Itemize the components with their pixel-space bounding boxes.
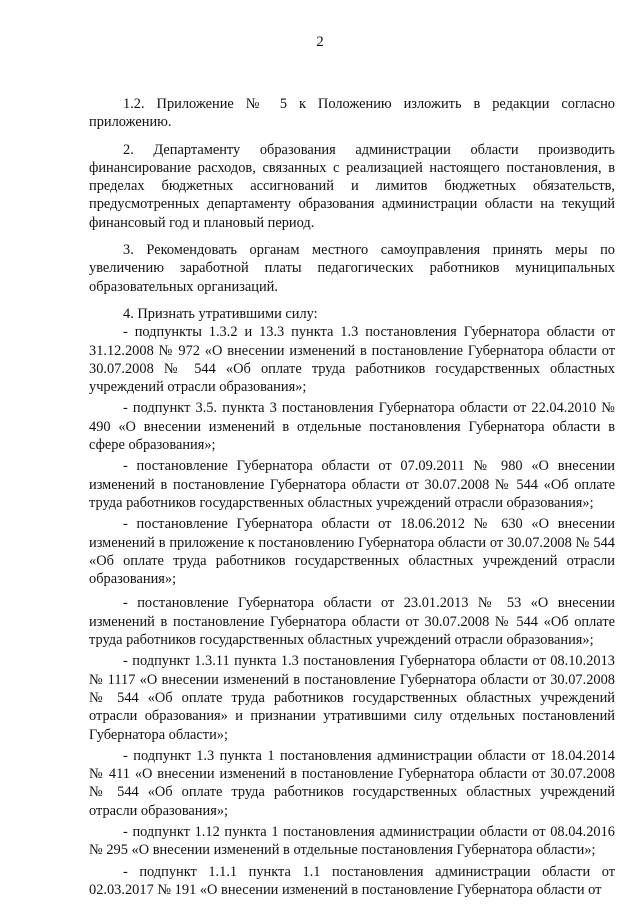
paragraph-3: 3. Рекомендовать органам местного самоуправления принять меры по увеличению заработной платы педагогических работников муниципальных образовательных организаций. <box>89 242 615 295</box>
list-item: - подпункты 1.3.2 и 13.3 пункта 1.3 постановления Губернатора области от 31.12.2008 № 972 «О внесении изменений в постановление Губернатора области от 30.07.2008 № 544 «Об оплате труда работников государственных областных учреждений отрасли образования»; <box>89 324 615 396</box>
document-body <box>89 95 615 899</box>
list-item: - постановление Губернатора области от 18.06.2012 № 630 «О внесении изменений в приложение к постановлению Губернатора области от 30.07.2008 № 544 «Об оплате труда работников государственных областных учреждений отрасли образования»; <box>89 516 615 588</box>
list-item: - подпункт 1.1.1 пункта 1.1 постановления администрации области от 02.03.2017 № 191 «О внесении изменений в постановление Губернатора области от <box>89 863 615 898</box>
list-item: - подпункт 1.12 пункта 1 постановления администрации области от 08.04.2016 № 295 «О внесении изменений в отдельные постановления Губернатора области»; <box>89 823 615 859</box>
list-item: - постановление Губернатора области от 23.01.2013 № 53 «О внесении изменений в постановление Губернатора области от 30.07.2008 № 544 «Об оплате труда работников государственных областных учреждений отрасли образования»; <box>89 595 615 649</box>
list-item: - подпункт 1.3.11 пункта 1.3 постановления Губернатора области от 08.10.2013 № 1117 «О внесении изменений в постановление Губернатора области от 30.07.2008 № 544 «Об оплате труда работников государственных областных учреждений отрасли образования» и признании утратившими силу отдельных постановлений Губернатора области»; <box>89 653 615 743</box>
paragraph-1-2: 1.2. Приложение № 5 к Положению изложить в редакции согласно приложению. <box>89 96 615 131</box>
list-item: - постановление Губернатора области от 07.09.2011 № 980 «О внесении изменений в постановление Губернатора области от 30.07.2008 № 544 «Об оплате труда работников государственных областных учреждений отрасли образования»; <box>89 458 615 511</box>
list-item: - подпункт 1.3 пункта 1 постановления администрации области от 18.04.2014 № 411 «О внесении изменений в постановление Губернатора области от 30.07.2008 № 544 «Об оплате труда работников государственных областных учреждений отрасли образования»; <box>89 747 615 819</box>
list-item: - подпункт 3.5. пункта 3 постановления Губернатора области от 22.04.2010 № 490 «О внесении изменений в отдельные постановления Губернатора области в сфере образования»; <box>89 400 615 454</box>
paragraph-4: 4. Признать утратившими силу: <box>123 305 318 322</box>
paragraph-2: 2. Департаменту образования администрации области производить финансирование расходов, связанных с реализацией настоящего постановления, в пределах бюджетных ассигнований и лимитов бюджетных обязательств, предусмотренных департаменту образования администрации области на текущий финансовый год и плановый период. <box>89 141 615 231</box>
page-number: 2 <box>316 34 324 50</box>
